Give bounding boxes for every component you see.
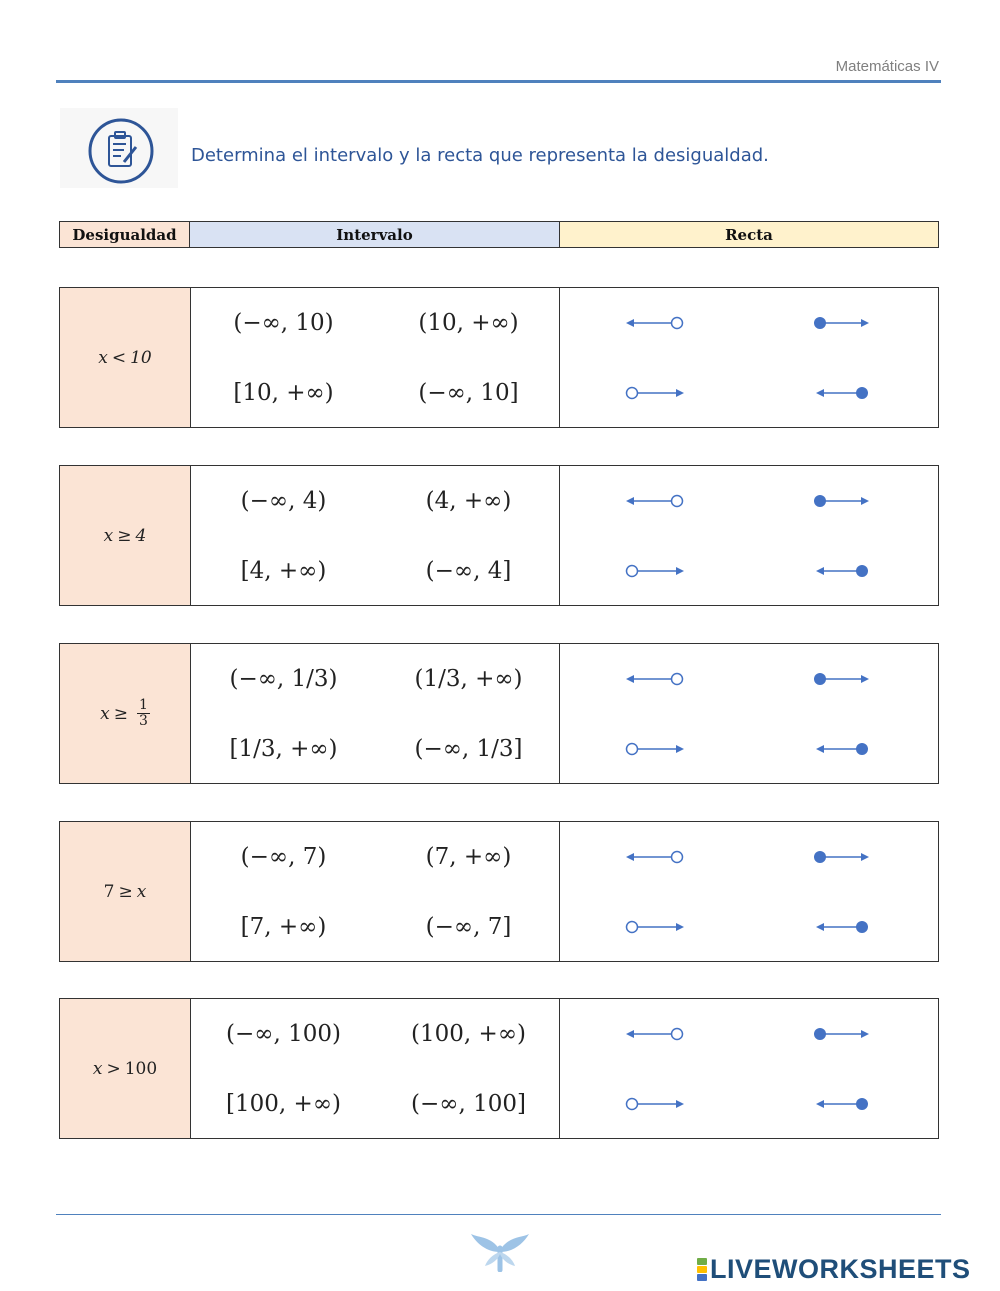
inequality-cell: x ≥ 4 (60, 466, 191, 605)
header-line: Recta (559, 221, 939, 248)
number-line-open-left-arrow-icon[interactable] (620, 311, 690, 335)
number-line-open-left-arrow-icon[interactable] (620, 845, 690, 869)
interval-option[interactable]: [1/3, +∞) (229, 736, 338, 762)
number-line-open-right-arrow-icon[interactable] (620, 559, 690, 583)
footer-rule (56, 1214, 941, 1215)
brand-name: LIVEWORKSHEETS (710, 1254, 971, 1284)
number-line-open-left-arrow-icon[interactable] (620, 489, 690, 513)
instruction-text: Determina el intervalo y la recta que representa la desigualdad. (191, 145, 769, 166)
number-line-filled-right-arrow-icon[interactable] (810, 311, 880, 335)
number-line-open-left-arrow-icon[interactable] (620, 667, 690, 691)
liveworksheets-logo (697, 1254, 971, 1285)
number-line-open-right-arrow-icon[interactable] (620, 381, 690, 405)
column-divider (559, 644, 560, 783)
number-line-filled-right-arrow-icon[interactable] (810, 1022, 880, 1046)
fraction: $\frac{1}{3}$ (138, 697, 148, 729)
column-divider (559, 999, 560, 1138)
inequality-cell: x ≥ $\frac{1}{3}$ (60, 644, 191, 783)
number-line-open-right-arrow-icon[interactable] (620, 915, 690, 939)
course-name: Matemáticas IV (835, 58, 939, 75)
inequality-cell: x < 10 (60, 288, 191, 427)
number-line-filled-left-arrow-icon[interactable] (810, 1092, 880, 1116)
number-line-open-left-arrow-icon[interactable] (620, 1022, 690, 1046)
column-divider (559, 288, 560, 427)
number-line-filled-right-arrow-icon[interactable] (810, 845, 880, 869)
number-line-filled-left-arrow-icon[interactable] (810, 915, 880, 939)
interval-option[interactable]: (−∞, 10] (418, 380, 519, 406)
interval-option[interactable]: (4, +∞) (425, 488, 512, 514)
column-divider (559, 466, 560, 605)
interval-option[interactable]: (10, +∞) (418, 310, 519, 336)
interval-option[interactable]: (−∞, 10) (233, 310, 334, 336)
brand-mark-icon (697, 1258, 707, 1281)
interval-option[interactable]: (−∞, 1/3] (414, 736, 523, 762)
number-line-filled-right-arrow-icon[interactable] (810, 489, 880, 513)
interval-option[interactable]: (−∞, 4) (240, 488, 327, 514)
interval-option[interactable]: (−∞, 100] (411, 1091, 526, 1117)
number-line-open-right-arrow-icon[interactable] (620, 737, 690, 761)
number-line-filled-left-arrow-icon[interactable] (810, 381, 880, 405)
column-divider (559, 822, 560, 961)
exercise-row (59, 465, 939, 606)
header-interval: Intervalo (189, 221, 560, 248)
header-inequality: Desigualdad (59, 221, 190, 248)
interval-option[interactable]: (7, +∞) (425, 844, 512, 870)
interval-option[interactable]: [7, +∞) (240, 914, 327, 940)
interval-option[interactable]: (−∞, 4] (425, 558, 512, 584)
interval-option[interactable]: (−∞, 100) (226, 1021, 341, 1047)
inequality-cell: x > 100 (60, 999, 191, 1138)
interval-option[interactable]: [10, +∞) (233, 380, 334, 406)
exercise-row (59, 821, 939, 962)
interval-option[interactable]: (−∞, 7] (425, 914, 512, 940)
number-line-filled-left-arrow-icon[interactable] (810, 559, 880, 583)
interval-option[interactable]: (−∞, 7) (240, 844, 327, 870)
interval-option[interactable]: [4, +∞) (240, 558, 327, 584)
number-line-filled-left-arrow-icon[interactable] (810, 737, 880, 761)
task-icon-box (60, 108, 178, 188)
exercise-row (59, 287, 939, 428)
number-line-filled-right-arrow-icon[interactable] (810, 667, 880, 691)
exercise-row (59, 643, 939, 784)
interval-option[interactable]: [100, +∞) (226, 1091, 341, 1117)
header-rule (56, 80, 941, 83)
interval-option[interactable]: (−∞, 1/3) (229, 666, 338, 692)
interval-option[interactable]: (100, +∞) (411, 1021, 526, 1047)
number-line-open-right-arrow-icon[interactable] (620, 1092, 690, 1116)
inequality-cell: 7 ≥ x (60, 822, 191, 961)
sprout-logo-icon (469, 1230, 531, 1272)
clipboard-icon (86, 116, 156, 186)
exercise-row (59, 998, 939, 1139)
interval-option[interactable]: (1/3, +∞) (414, 666, 523, 692)
